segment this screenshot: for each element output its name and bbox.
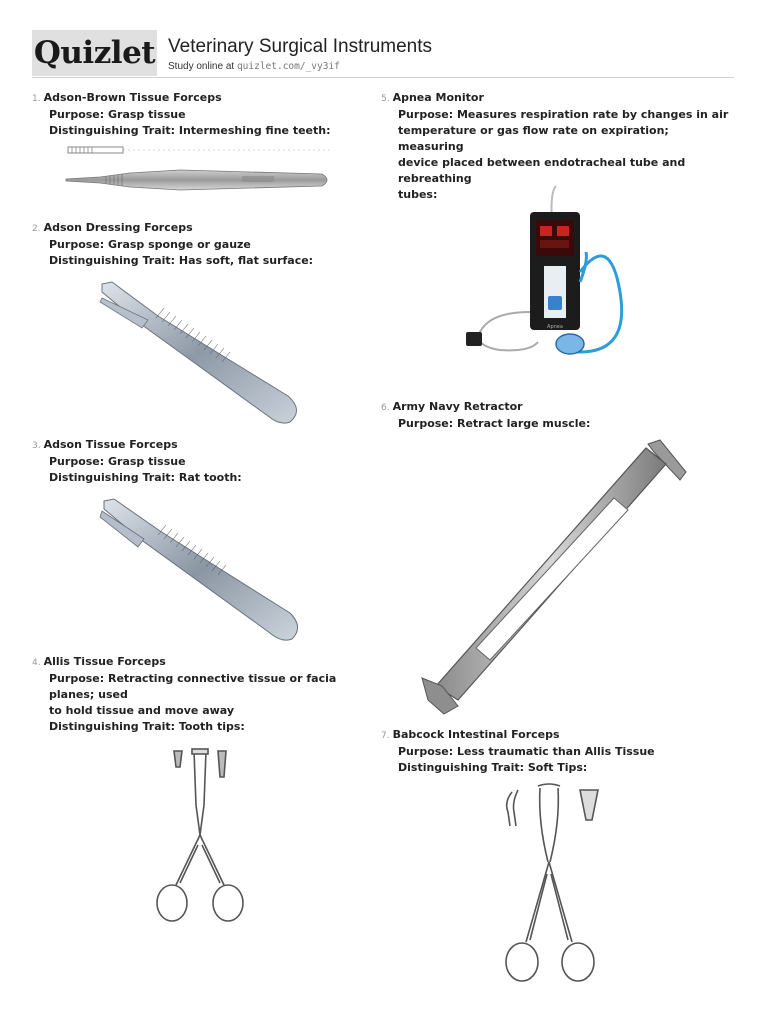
entry-number: 4.	[32, 658, 41, 668]
page-header	[32, 30, 734, 78]
entry-trait: Distinguishing Trait: Rat tooth:	[49, 471, 242, 484]
entry-trait: Distinguishing Trait: Has soft, flat surface:	[49, 254, 314, 267]
entry-purpose-line-1: Purpose: Retracting connective tissue or facia planes; used	[49, 672, 337, 701]
entry-purpose-line-3: device placed between endotracheal tube and rebreathing	[398, 156, 686, 185]
entry-trait: Distinguishing Trait: Intermeshing fine teeth:	[49, 124, 331, 137]
adson-brown-forceps-image	[60, 140, 342, 198]
entry-purpose-line-4: tubes:	[398, 188, 438, 201]
entry-purpose-line-2: to hold tissue and move away	[49, 704, 235, 717]
adson-tissue-forceps-image	[98, 495, 308, 645]
entry-title: Army Navy Retractor	[392, 400, 523, 413]
subtitle-prefix: Study online at	[168, 61, 235, 72]
quizlet-logo[interactable]	[32, 30, 157, 76]
entry-adson-tissue	[32, 437, 372, 486]
study-url-link[interactable]: quizlet.com/_vy3if	[236, 61, 340, 72]
entry-purpose: Purpose: Retract large muscle:	[398, 417, 591, 430]
entry-number: 5.	[381, 94, 390, 104]
army-navy-retractor-image	[418, 438, 690, 716]
entry-title: Apnea Monitor	[392, 91, 484, 104]
page-subtitle	[168, 61, 340, 72]
entry-purpose-line-1: Purpose: Measures respiration rate by changes in air	[398, 108, 729, 121]
entry-purpose: Purpose: Grasp tissue	[49, 108, 186, 121]
entry-number: 2.	[32, 224, 41, 234]
entry-title: Adson Dressing Forceps	[43, 221, 193, 234]
entry-title: Adson-Brown Tissue Forceps	[43, 91, 222, 104]
entry-purpose: Purpose: Grasp sponge or gauze	[49, 238, 251, 251]
adson-dressing-forceps-image	[98, 278, 308, 428]
entry-adson-dressing	[32, 220, 372, 269]
header-divider	[32, 77, 734, 78]
entry-allis-tissue	[32, 654, 377, 735]
entry-title: Allis Tissue Forceps	[43, 655, 166, 668]
page-title: Veterinary Surgical Instruments	[168, 36, 433, 57]
entry-title: Adson Tissue Forceps	[43, 438, 178, 451]
entry-adson-brown	[32, 90, 372, 139]
entry-title: Babcock Intestinal Forceps	[392, 728, 560, 741]
entry-number: 3.	[32, 441, 41, 451]
entry-babcock-intestinal	[381, 727, 731, 776]
entry-number: 7.	[381, 731, 390, 741]
entry-number: 6.	[381, 403, 390, 413]
entry-trait: Distinguishing Trait: Tooth tips:	[49, 720, 245, 733]
logo-text: Quizlet	[33, 35, 156, 71]
entry-purpose-line-2: temperature or gas flow rate on expiration; measuring	[398, 124, 669, 153]
apnea-monitor-image	[460, 182, 640, 374]
allis-tissue-forceps-image	[150, 745, 250, 930]
entry-purpose: Purpose: Less traumatic than Allis Tissue	[398, 745, 655, 758]
svg-text:Apnea: Apnea	[547, 324, 563, 330]
entry-army-navy-retractor	[381, 399, 731, 432]
babcock-intestinal-forceps-image	[500, 782, 612, 988]
entry-trait: Distinguishing Trait: Soft Tips:	[398, 761, 588, 774]
entry-purpose: Purpose: Grasp tissue	[49, 455, 186, 468]
entry-number: 1.	[32, 94, 41, 104]
